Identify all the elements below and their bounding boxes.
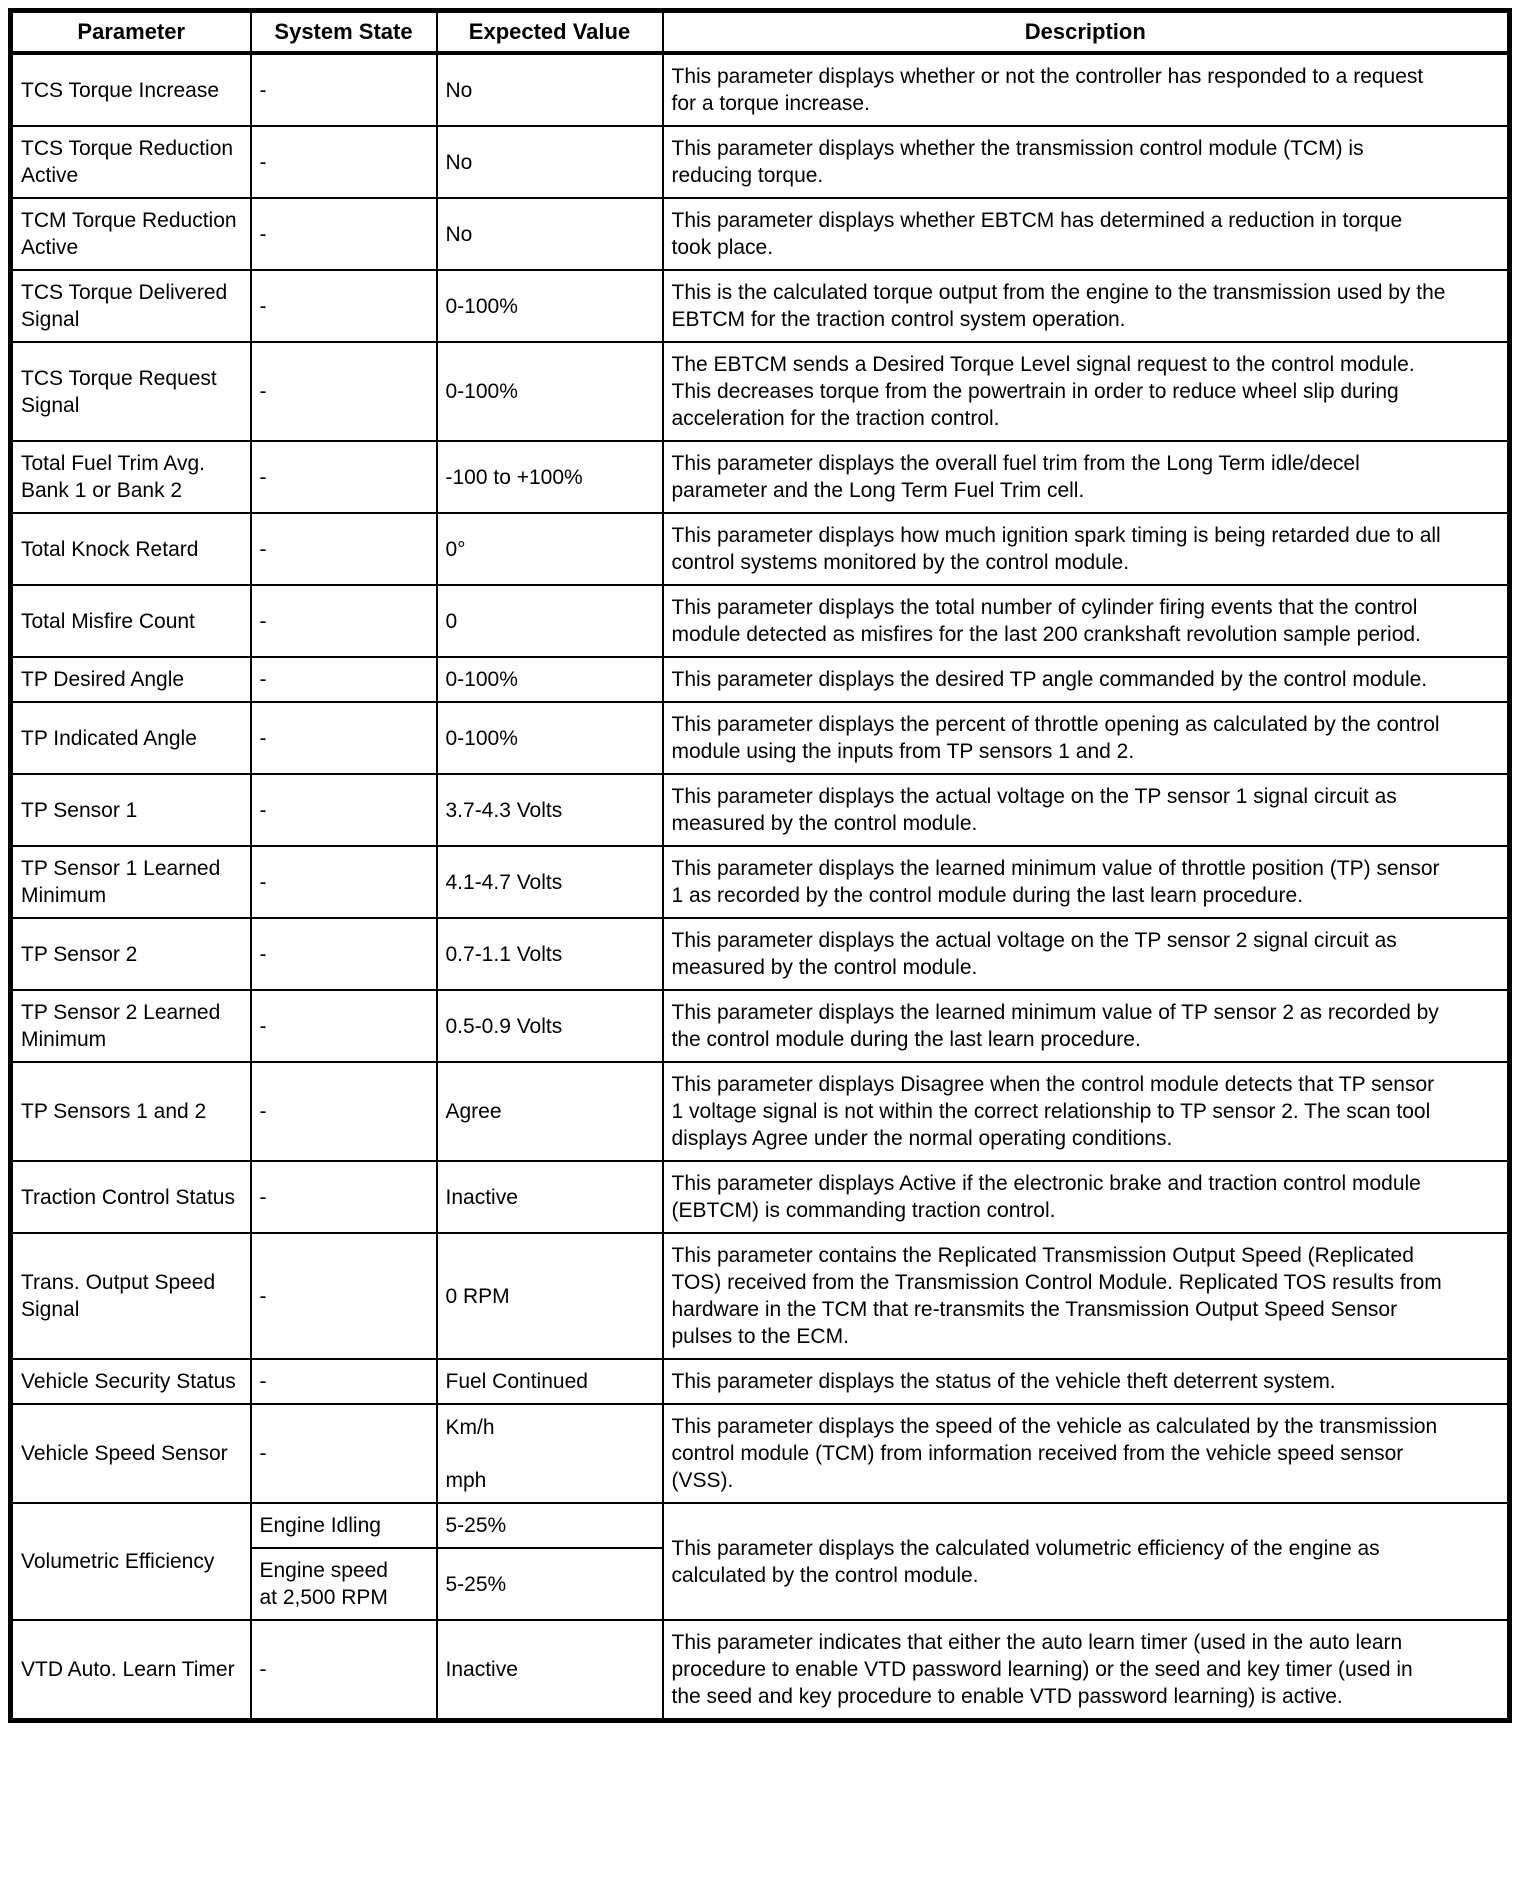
system-state-cell: - xyxy=(251,126,437,198)
system-state-cell: - xyxy=(251,513,437,585)
table-row xyxy=(11,657,1510,702)
table-row xyxy=(11,1620,1510,1721)
description-cell: The EBTCM sends a Desired Torque Level signal request to the control module. This decreases torque from the powertrain in order to reduce wheel slip during acceleration for the traction control. xyxy=(663,342,1510,441)
description-cell: This parameter indicates that either the auto learn timer (used in the auto learn procedure to enable VTD password learning) or the seed and key timer (used in the seed and key procedure to enable VTD password learning) is active. xyxy=(663,1620,1510,1721)
parameter-cell: VTD Auto. Learn Timer xyxy=(11,1620,251,1721)
system-state-cell: Engine speed at 2,500 RPM xyxy=(251,1548,437,1620)
parameter-cell: TCS Torque Request Signal xyxy=(11,342,251,441)
table-row xyxy=(11,846,1510,918)
parameter-cell: TP Indicated Angle xyxy=(11,702,251,774)
description-cell: This parameter displays the total number of cylinder firing events that the control module detected as misfires for the last 200 crankshaft revolution sample period. xyxy=(663,585,1510,657)
parameter-cell: Trans. Output Speed Signal xyxy=(11,1233,251,1359)
expected-value-line: No xyxy=(445,78,473,102)
parameters-table xyxy=(8,8,1512,1723)
expected-value-cell xyxy=(437,441,663,513)
expected-value-cell xyxy=(437,774,663,846)
parameter-cell: Vehicle Speed Sensor xyxy=(11,1404,251,1503)
table-row xyxy=(11,1404,1510,1503)
parameter-cell: Total Fuel Trim Avg. Bank 1 or Bank 2 xyxy=(11,441,251,513)
table-header-row xyxy=(11,11,1510,54)
description-cell: This parameter displays whether the transmission control module (TCM) is reducing torque. xyxy=(663,126,1510,198)
table-row xyxy=(11,198,1510,270)
description-cell: This parameter displays whether EBTCM has determined a reduction in torque took place. xyxy=(663,198,1510,270)
description-cell: This parameter displays the actual voltage on the TP sensor 1 signal circuit as measured by the control module. xyxy=(663,774,1510,846)
parameter-cell: TP Desired Angle xyxy=(11,657,251,702)
expected-value-cell xyxy=(437,53,663,126)
expected-value-line: 0.7-1.1 Volts xyxy=(445,942,563,966)
system-state-cell: - xyxy=(251,990,437,1062)
parameter-cell: Volumetric Efficiency xyxy=(11,1503,251,1620)
table-row xyxy=(11,1503,1510,1548)
expected-value-cell xyxy=(437,585,663,657)
column-header-expected-value: Expected Value xyxy=(437,11,663,54)
expected-value-cell xyxy=(437,198,663,270)
expected-value-cell xyxy=(437,513,663,585)
system-state-cell: - xyxy=(251,1161,437,1233)
expected-value-cell xyxy=(437,342,663,441)
parameter-cell: TP Sensor 1 Learned Minimum xyxy=(11,846,251,918)
system-state-cell: - xyxy=(251,1359,437,1404)
expected-value-line: mph xyxy=(445,1468,487,1492)
expected-value-line: 0-100% xyxy=(445,380,518,403)
expected-value-line: 3.7-4.3 Volts xyxy=(445,798,563,822)
table-row xyxy=(11,270,1510,342)
expected-value-cell xyxy=(437,657,663,702)
system-state-cell: - xyxy=(251,585,437,657)
system-state-cell: - xyxy=(251,342,437,441)
system-state-cell: - xyxy=(251,270,437,342)
parameter-cell: TCS Torque Delivered Signal xyxy=(11,270,251,342)
table-row xyxy=(11,918,1510,990)
expected-value-cell xyxy=(437,1359,663,1404)
description-cell: This parameter displays the learned minimum value of throttle position (TP) sensor 1 as recorded by the control module during the last learn procedure. xyxy=(663,846,1510,918)
description-cell: This parameter displays Disagree when the control module detects that TP sensor 1 voltage signal is not within the correct relationship to TP sensor 2. The scan tool displays Agree under the normal operating conditions. xyxy=(663,1062,1510,1161)
expected-value-line: 4.1-4.7 Volts xyxy=(445,870,563,894)
expected-value-line: 5-25% xyxy=(445,1572,507,1596)
expected-value-line: -100 to +100% xyxy=(445,465,583,489)
expected-value-cell xyxy=(437,1062,663,1161)
expected-value-line: 0° xyxy=(445,537,466,561)
column-header-description: Description xyxy=(663,11,1510,54)
table-row xyxy=(11,585,1510,657)
expected-value-line: Km/h xyxy=(445,1415,495,1439)
system-state-cell: - xyxy=(251,1233,437,1359)
expected-value-cell xyxy=(437,1161,663,1233)
parameter-cell: Vehicle Security Status xyxy=(11,1359,251,1404)
parameter-cell: TCM Torque Reduction Active xyxy=(11,198,251,270)
parameter-cell: TP Sensor 1 xyxy=(11,774,251,846)
description-cell: This parameter displays the status of the vehicle theft deterrent system. xyxy=(663,1359,1510,1404)
expected-value-line: 0 xyxy=(445,609,458,633)
parameter-cell: TP Sensor 2 Learned Minimum xyxy=(11,990,251,1062)
expected-value-cell xyxy=(437,846,663,918)
description-cell: This parameter displays the desired TP angle commanded by the control module. xyxy=(663,657,1510,702)
column-header-system-state: System State xyxy=(251,11,437,54)
table-body xyxy=(11,53,1510,1721)
parameter-cell: Traction Control Status xyxy=(11,1161,251,1233)
system-state-cell: - xyxy=(251,918,437,990)
expected-value-cell xyxy=(437,1503,663,1548)
expected-value-line: No xyxy=(445,222,473,246)
expected-value-cell xyxy=(437,990,663,1062)
table-row xyxy=(11,1062,1510,1161)
table-row xyxy=(11,1359,1510,1404)
table-row xyxy=(11,342,1510,441)
system-state-cell: - xyxy=(251,657,437,702)
expected-value-cell xyxy=(437,270,663,342)
system-state-cell: - xyxy=(251,846,437,918)
table-row xyxy=(11,513,1510,585)
table-row xyxy=(11,53,1510,126)
column-header-parameter: Parameter xyxy=(11,11,251,54)
description-cell: This is the calculated torque output from the engine to the transmission used by the EBTCM for the traction control system operation. xyxy=(663,270,1510,342)
description-cell: This parameter displays how much ignition spark timing is being retarded due to all control systems monitored by the control module. xyxy=(663,513,1510,585)
system-state-cell: - xyxy=(251,1062,437,1161)
expected-value-cell xyxy=(437,1233,663,1359)
description-cell: This parameter displays the percent of throttle opening as calculated by the control module using the inputs from TP sensors 1 and 2. xyxy=(663,702,1510,774)
expected-value-cell xyxy=(437,702,663,774)
system-state-cell: - xyxy=(251,198,437,270)
expected-value-cell xyxy=(437,126,663,198)
description-cell: This parameter displays the speed of the vehicle as calculated by the transmission control module (TCM) from information received from the vehicle speed sensor (VSS). xyxy=(663,1404,1510,1503)
table-row xyxy=(11,441,1510,513)
system-state-cell: - xyxy=(251,1404,437,1503)
expected-value-line: 0-100% xyxy=(445,294,518,318)
system-state-cell: - xyxy=(251,702,437,774)
system-state-cell: - xyxy=(251,1620,437,1721)
parameter-cell: TP Sensors 1 and 2 xyxy=(11,1062,251,1161)
table-row xyxy=(11,1161,1510,1233)
expected-value-line: 0-100% xyxy=(445,668,518,691)
description-cell: This parameter contains the Replicated Transmission Output Speed (Replicated TOS) received from the Transmission Control Module. Replicated TOS results from hardware in the TCM that re-transmits the Transmission Output Speed Sensor pulses to the ECM. xyxy=(663,1233,1510,1359)
table-row xyxy=(11,1233,1510,1359)
description-cell: This parameter displays whether or not the controller has responded to a request for a torque increase. xyxy=(663,53,1510,126)
parameter-cell: Total Misfire Count xyxy=(11,585,251,657)
table-row xyxy=(11,774,1510,846)
expected-value-cell xyxy=(437,1404,663,1503)
expected-value-cell xyxy=(437,1620,663,1721)
expected-value-cell xyxy=(437,918,663,990)
parameter-cell: Total Knock Retard xyxy=(11,513,251,585)
expected-value-line: 0-100% xyxy=(445,726,518,750)
description-cell: This parameter displays the overall fuel trim from the Long Term idle/decel parameter and the Long Term Fuel Trim cell. xyxy=(663,441,1510,513)
expected-value-line: No xyxy=(445,150,473,174)
expected-value-line: Agree xyxy=(445,1100,502,1123)
expected-value-line: 0.5-0.9 Volts xyxy=(445,1014,563,1038)
system-state-cell: - xyxy=(251,774,437,846)
description-cell: This parameter displays Active if the electronic brake and traction control module (EBTCM) is commanding traction control. xyxy=(663,1161,1510,1233)
parameter-cell: TCS Torque Reduction Active xyxy=(11,126,251,198)
expected-value-line: 5-25% xyxy=(445,1514,507,1537)
system-state-cell: - xyxy=(251,53,437,126)
table-row xyxy=(11,702,1510,774)
system-state-cell: Engine Idling xyxy=(251,1503,437,1548)
expected-value-cell xyxy=(437,1548,663,1620)
expected-value-line: 0 RPM xyxy=(445,1284,510,1308)
expected-value-line: Inactive xyxy=(445,1185,518,1209)
description-cell: This parameter displays the learned minimum value of TP sensor 2 as recorded by the control module during the last learn procedure. xyxy=(663,990,1510,1062)
table-row xyxy=(11,990,1510,1062)
description-cell: This parameter displays the actual voltage on the TP sensor 2 signal circuit as measured by the control module. xyxy=(663,918,1510,990)
expected-value-line: Inactive xyxy=(445,1658,518,1681)
parameter-cell: TP Sensor 2 xyxy=(11,918,251,990)
description-cell: This parameter displays the calculated volumetric efficiency of the engine as calculated by the control module. xyxy=(663,1503,1510,1620)
table-row xyxy=(11,126,1510,198)
system-state-cell: - xyxy=(251,441,437,513)
expected-value-line: Fuel Continued xyxy=(445,1370,588,1393)
parameter-cell: TCS Torque Increase xyxy=(11,53,251,126)
